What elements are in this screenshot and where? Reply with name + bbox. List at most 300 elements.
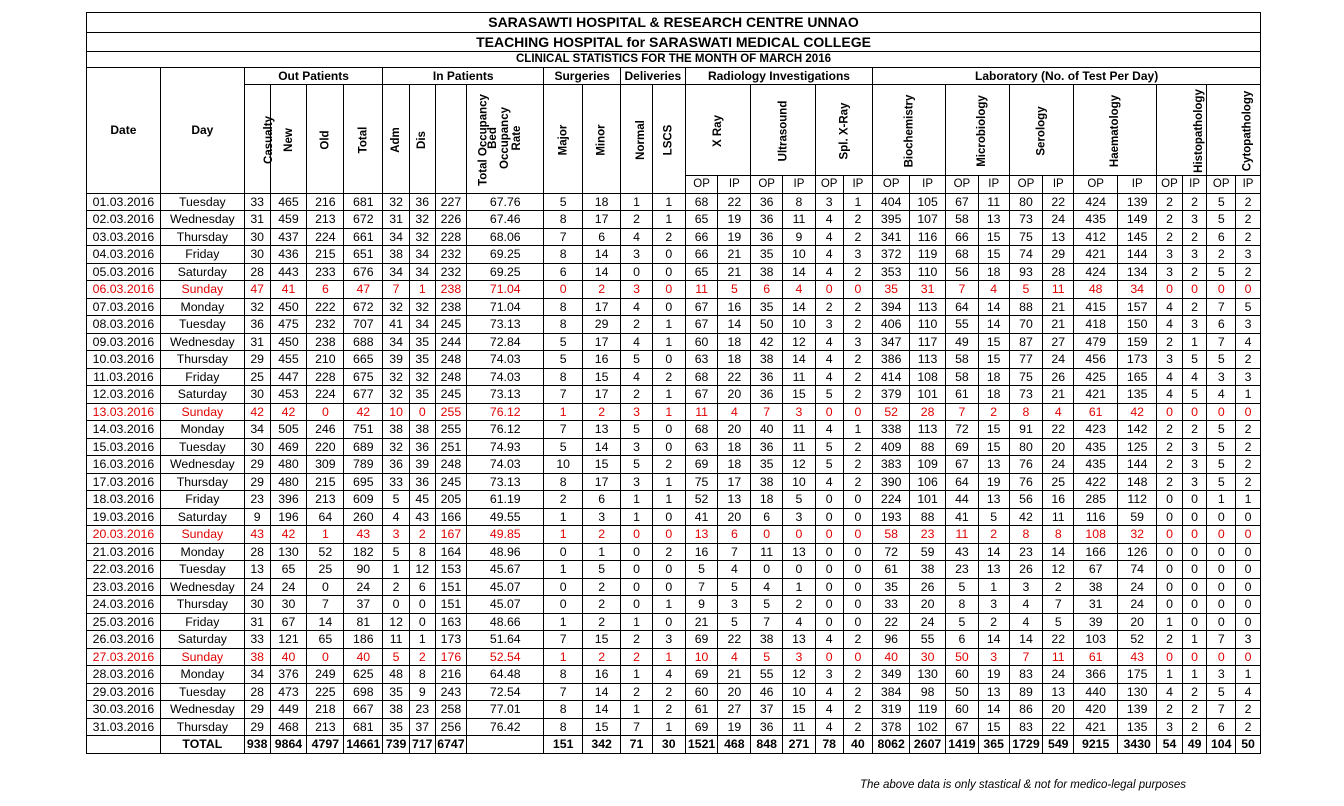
value-cell: 2 [583,648,621,666]
value-cell: 228 [435,228,467,246]
value-cell: 175 [1118,666,1157,684]
value-cell: 0 [383,596,410,614]
value-cell: 31 [910,281,946,299]
header-op: OP [1207,176,1236,194]
value-cell: 48 [1074,281,1118,299]
value-cell: 1 [1207,491,1236,509]
value-cell: 4 [815,718,843,736]
value-cell: 0 [1236,543,1261,561]
value-cell: 18 [978,263,1009,281]
value-cell: 21 [1043,386,1074,404]
value-cell: 2 [652,701,685,719]
value-cell: 409 [873,438,910,456]
value-cell: 16 [685,543,718,561]
value-cell: 421 [1074,386,1118,404]
value-cell: 1 [1236,386,1261,404]
value-cell: 0 [1236,613,1261,631]
total-value-cell: 9215 [1074,736,1118,754]
value-cell: 1 [652,491,685,509]
day-cell: Tuesday [160,561,244,579]
header-bed-occupancy-rate: Bed Occupancy Rate [467,85,544,194]
value-cell: 0 [1157,281,1183,299]
date-cell: 05.03.2016 [87,263,161,281]
value-cell: 246 [307,421,344,439]
header-casualty: Casualty [244,85,270,194]
value-cell: 2 [1157,473,1183,491]
value-cell: 5 [815,386,843,404]
value-cell: 72 [873,543,910,561]
value-cell: 72.84 [467,333,544,351]
value-cell: 4 [815,368,843,386]
value-cell: 1 [544,403,583,421]
value-cell: 142 [1118,421,1157,439]
value-cell: 56 [1009,491,1043,509]
total-label: TOTAL [160,736,244,754]
total-value-cell: 4797 [307,736,344,754]
value-cell: 67 [946,718,979,736]
value-cell: 3 [1182,211,1207,229]
value-cell: 4 [1157,386,1183,404]
value-cell: 65 [307,631,344,649]
value-cell: 38 [751,351,783,369]
day-cell: Saturday [160,386,244,404]
value-cell: 116 [910,228,946,246]
value-cell: 13 [978,683,1009,701]
value-cell: 0 [652,561,685,579]
value-cell: 5 [718,281,751,299]
day-cell: Sunday [160,281,244,299]
value-cell: 456 [1074,351,1118,369]
value-cell: 58 [946,368,979,386]
value-cell: 0 [1207,508,1236,526]
value-cell: 6 [307,281,344,299]
value-cell: 20 [718,508,751,526]
value-cell: 249 [307,666,344,684]
header-lscs: LSCS [652,85,685,194]
value-cell: 2 [843,631,873,649]
value-cell: 8 [544,701,583,719]
value-cell: 4 [815,351,843,369]
value-cell: 424 [1074,263,1118,281]
value-cell: 473 [270,683,307,701]
value-cell: 8 [1009,403,1043,421]
value-cell: 4 [815,211,843,229]
value-cell: 4 [621,368,653,386]
value-cell: 1 [652,193,685,211]
value-cell: 24 [344,578,383,596]
value-cell: 107 [910,211,946,229]
table-row [87,491,1261,509]
value-cell: 21 [718,263,751,281]
value-cell: 58 [946,211,979,229]
value-cell: 11 [783,421,816,439]
value-cell: 96 [873,631,910,649]
value-cell: 3 [978,596,1009,614]
value-cell: 215 [307,246,344,264]
value-cell: 213 [307,211,344,229]
value-cell: 38 [244,648,270,666]
value-cell: 33 [383,473,410,491]
value-cell: 68 [685,193,718,211]
value-cell: 52 [873,403,910,421]
value-cell: 695 [344,473,383,491]
table-row [87,683,1261,701]
value-cell: 3 [783,508,816,526]
value-cell: 135 [1118,718,1157,736]
value-cell: 74.03 [467,456,544,474]
value-cell: 0 [1182,491,1207,509]
value-cell: 110 [910,263,946,281]
date-cell: 25.03.2016 [87,613,161,631]
date-cell: 26.03.2016 [87,631,161,649]
value-cell: 6 [751,508,783,526]
value-cell: 376 [270,666,307,684]
value-cell: 0 [1182,508,1207,526]
value-cell: 8 [544,211,583,229]
table-row [87,316,1261,334]
value-cell: 1 [652,386,685,404]
value-cell: 2 [843,298,873,316]
date-cell: 31.03.2016 [87,718,161,736]
date-cell: 27.03.2016 [87,648,161,666]
value-cell: 0 [751,526,783,544]
value-cell: 22 [1043,631,1074,649]
table-row [87,438,1261,456]
value-cell: 4 [815,631,843,649]
value-cell: 0 [815,403,843,421]
value-cell: 2 [1236,718,1261,736]
value-cell: 436 [270,246,307,264]
value-cell: 2 [1182,421,1207,439]
value-cell: 2 [1157,421,1183,439]
value-cell: 151 [435,596,467,614]
value-cell: 2 [1236,456,1261,474]
value-cell: 16 [583,351,621,369]
value-cell: 4 [718,648,751,666]
value-cell: 75 [1009,368,1043,386]
value-cell: 89 [1009,683,1043,701]
value-cell: 10 [783,246,816,264]
value-cell: 21 [718,246,751,264]
value-cell: 0 [815,281,843,299]
value-cell: 15 [978,438,1009,456]
value-cell: 0 [1157,543,1183,561]
table-row [87,333,1261,351]
value-cell: 2 [978,613,1009,631]
value-cell: 61 [1074,648,1118,666]
value-cell: 1 [583,543,621,561]
value-cell: 14 [583,701,621,719]
value-cell: 681 [344,193,383,211]
value-cell: 67 [1074,561,1118,579]
teaching-hospital-title: TEACHING HOSPITAL for SARASWATI MEDICAL COLLEGE [87,32,1261,52]
total-value-cell: 40 [843,736,873,754]
value-cell: 66 [685,228,718,246]
value-cell: 475 [270,316,307,334]
value-cell: 13 [978,491,1009,509]
value-cell: 1 [621,508,653,526]
value-cell: 4 [815,263,843,281]
value-cell: 28 [1043,263,1074,281]
value-cell: 32 [383,386,410,404]
value-cell: 258 [435,701,467,719]
value-cell: 45.07 [467,578,544,596]
value-cell: 37 [751,701,783,719]
value-cell: 20 [718,683,751,701]
value-cell: 1 [1182,333,1207,351]
value-cell: 7 [544,421,583,439]
total-value-cell: 30 [652,736,685,754]
value-cell: 113 [910,421,946,439]
value-cell: 7 [544,386,583,404]
value-cell: 1 [621,491,653,509]
value-cell: 2 [1157,631,1183,649]
value-cell: 238 [435,281,467,299]
value-cell: 0 [652,438,685,456]
value-cell: 309 [307,456,344,474]
value-cell: 5 [544,438,583,456]
value-cell: 2 [583,613,621,631]
value-cell: 151 [435,578,467,596]
value-cell: 7 [751,403,783,421]
value-cell: 64.48 [467,666,544,684]
value-cell: 789 [344,456,383,474]
day-cell: Thursday [160,351,244,369]
report-title: CLINICAL STATISTICS FOR THE MONTH OF MARCH 2016 [87,52,1261,68]
value-cell: 17 [583,298,621,316]
value-cell: 52 [307,543,344,561]
value-cell: 22 [718,368,751,386]
value-cell: 26 [1009,561,1043,579]
value-cell: 0 [1207,403,1236,421]
value-cell: 7 [307,596,344,614]
value-cell: 227 [435,193,467,211]
header-in-patients: In Patients [383,68,544,85]
value-cell: 3 [583,508,621,526]
value-cell: 12 [409,561,435,579]
value-cell: 24 [1118,596,1157,614]
value-cell: 5 [583,561,621,579]
value-cell: 68.06 [467,228,544,246]
day-cell: Thursday [160,718,244,736]
value-cell: 248 [435,368,467,386]
value-cell: 420 [1074,701,1118,719]
value-cell: 1 [652,333,685,351]
value-cell: 59 [1118,508,1157,526]
value-cell: 36 [751,193,783,211]
value-cell: 144 [1118,456,1157,474]
value-cell: 4 [383,508,410,526]
value-cell: 2 [1157,456,1183,474]
value-cell: 2 [1182,193,1207,211]
value-cell: 0 [652,246,685,264]
value-cell: 3 [718,596,751,614]
value-cell: 255 [435,421,467,439]
value-cell: 5 [718,613,751,631]
value-cell: 110 [910,316,946,334]
value-cell: 14 [307,613,344,631]
day-cell: Saturday [160,631,244,649]
value-cell: 20 [718,386,751,404]
header-ip: IP [978,176,1009,194]
header-old: Old [307,85,344,194]
value-cell: 19 [718,718,751,736]
value-cell: 13 [978,211,1009,229]
value-cell: 8 [946,596,979,614]
value-cell: 20 [1043,701,1074,719]
value-cell: 7 [1207,631,1236,649]
value-cell: 1 [1236,491,1261,509]
value-cell: 31 [1074,596,1118,614]
value-cell: 2 [583,596,621,614]
value-cell: 72.54 [467,683,544,701]
value-cell: 33 [244,193,270,211]
value-cell: 29 [1043,246,1074,264]
value-cell: 2 [843,263,873,281]
value-cell: 22 [873,613,910,631]
day-cell: Wednesday [160,211,244,229]
value-cell: 24 [910,613,946,631]
value-cell: 5 [1207,456,1236,474]
value-cell: 2 [1182,298,1207,316]
value-cell: 2 [843,228,873,246]
day-cell: Monday [160,298,244,316]
value-cell: 31 [383,211,410,229]
value-cell: 13 [978,456,1009,474]
value-cell: 29 [244,351,270,369]
header-ip: IP [910,176,946,194]
value-cell: 469 [270,438,307,456]
value-cell: 0 [843,508,873,526]
value-cell: 68 [946,246,979,264]
value-cell: 4 [652,666,685,684]
value-cell: 5 [544,333,583,351]
table-row [87,368,1261,386]
value-cell: 31 [244,333,270,351]
value-cell: 77.01 [467,701,544,719]
value-cell: 5 [383,491,410,509]
value-cell: 11 [383,631,410,649]
value-cell: 2 [583,403,621,421]
day-cell: Wednesday [160,333,244,351]
value-cell: 13 [1043,683,1074,701]
value-cell: 0 [815,526,843,544]
value-cell: 40 [270,648,307,666]
value-cell: 32 [409,298,435,316]
date-cell: 18.03.2016 [87,491,161,509]
value-cell: 3 [1157,718,1183,736]
value-cell: 7 [1009,648,1043,666]
value-cell: 4 [815,701,843,719]
value-cell: 2 [1207,246,1236,264]
value-cell: 58 [946,351,979,369]
statistics-sheet [86,12,1261,754]
value-cell: 50 [946,648,979,666]
value-cell: 73.13 [467,316,544,334]
value-cell: 6 [718,526,751,544]
value-cell: 65 [270,561,307,579]
value-cell: 18 [718,351,751,369]
value-cell: 24 [1043,666,1074,684]
total-value-cell: 1521 [685,736,718,754]
day-cell: Wednesday [160,701,244,719]
value-cell: 6 [1207,316,1236,334]
value-cell: 157 [1118,298,1157,316]
value-cell: 244 [435,333,467,351]
value-cell: 390 [873,473,910,491]
value-cell: 260 [344,508,383,526]
value-cell: 4 [815,473,843,491]
value-cell: 0 [1157,526,1183,544]
value-cell: 479 [1074,333,1118,351]
value-cell: 9 [783,228,816,246]
value-cell: 186 [344,631,383,649]
value-cell: 14 [583,438,621,456]
value-cell: 1 [652,718,685,736]
value-cell: 2 [409,526,435,544]
value-cell: 4 [815,333,843,351]
value-cell: 7 [544,228,583,246]
value-cell: 220 [307,438,344,456]
value-cell: 406 [873,316,910,334]
header-op: OP [1074,176,1118,194]
value-cell: 166 [435,508,467,526]
value-cell: 108 [1074,526,1118,544]
table-body [87,193,1261,736]
value-cell: 23 [910,526,946,544]
total-value-cell: 54 [1157,736,1183,754]
value-cell: 2 [1236,193,1261,211]
value-cell: 33 [873,596,910,614]
value-cell: 20 [718,421,751,439]
date-cell: 29.03.2016 [87,683,161,701]
value-cell: 18 [718,456,751,474]
table-row [87,701,1261,719]
value-cell: 30 [244,228,270,246]
value-cell: 49 [946,333,979,351]
value-cell: 4 [978,281,1009,299]
value-cell: 2 [652,543,685,561]
value-cell: 205 [435,491,467,509]
date-cell: 20.03.2016 [87,526,161,544]
value-cell: 0 [843,281,873,299]
value-cell: 2 [544,491,583,509]
value-cell: 5 [1009,281,1043,299]
value-cell: 77 [1009,351,1043,369]
value-cell: 35 [873,578,910,596]
value-cell: 5 [978,508,1009,526]
value-cell: 0 [1157,578,1183,596]
value-cell: 11 [783,718,816,736]
value-cell: 7 [1207,298,1236,316]
value-cell: 2 [621,211,653,229]
value-cell: 2 [843,701,873,719]
value-cell: 14 [718,316,751,334]
date-cell: 06.03.2016 [87,281,161,299]
value-cell: 609 [344,491,383,509]
value-cell: 17 [583,473,621,491]
value-cell: 148 [1118,473,1157,491]
value-cell: 5 [815,456,843,474]
value-cell: 113 [910,298,946,316]
value-cell: 213 [307,491,344,509]
value-cell: 64 [307,508,344,526]
header-ip: IP [1182,176,1207,194]
value-cell: 0 [1182,578,1207,596]
value-cell: 0 [1157,561,1183,579]
value-cell: 34 [383,228,410,246]
table-row [87,561,1261,579]
